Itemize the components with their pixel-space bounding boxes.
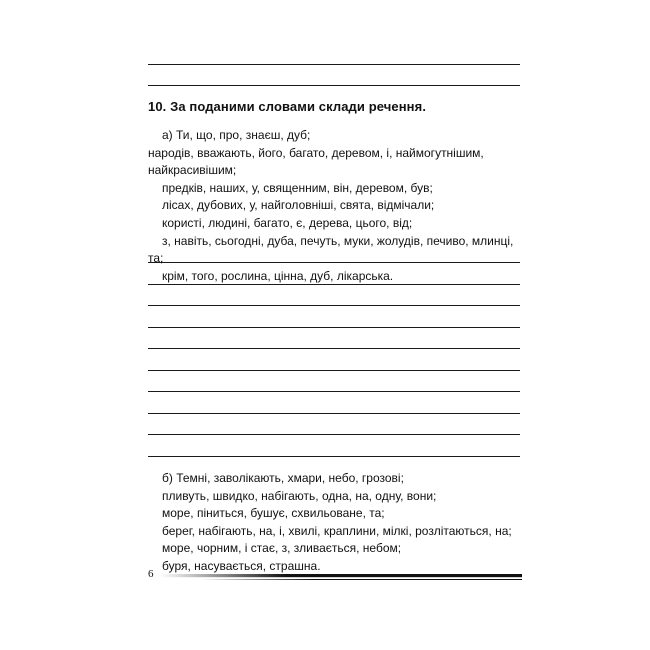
answer-line[interactable] [148,456,520,457]
answer-line[interactable] [148,434,520,435]
word-line: та; [148,251,164,266]
word-line: предків, наших, у, священним, він, деревом, був; [162,180,433,195]
answer-line[interactable] [148,262,520,263]
answer-line[interactable] [148,413,520,414]
answer-line[interactable] [148,85,520,86]
word-line: буря, насувається, страшна. [162,558,321,573]
word-line: пливуть, швидко, набігають, одна, на, одну, вони; [162,488,437,503]
word-line: народів, вважають, його, багато, деревом, і, наймогутнішим, [148,145,484,160]
answer-line[interactable] [148,305,520,306]
answer-line[interactable] [148,370,520,371]
word-line: лісах, дубових, у, найголовніші, свята, відмічали; [162,198,435,213]
answer-line[interactable] [148,391,520,392]
word-list-b [148,470,528,576]
word-line: користі, людині, багато, є, дерева, цього, від; [162,215,413,230]
page-number: 6 [148,568,154,580]
answer-line[interactable] [148,64,520,65]
word-line: крім, того, рослина, цінна, дуб, лікарська. [162,268,394,283]
answer-line[interactable] [148,284,520,285]
word-line: берег, набігають, на, і, хвилі, краплини, мілкі, розлітаються, на; [162,523,512,538]
word-line: б) Темні, заволікають, хмари, небо, грозові; [162,471,404,485]
word-line: з, навіть, сьогодні, дуба, печуть, муки, жолудів, печиво, млинці, [162,233,514,248]
task-title: 10. За поданими словами склади речення. [148,99,427,114]
word-line: море, чорним, і стає, з, зливається, небом; [162,541,402,556]
footer-decorative-bar [160,571,522,585]
word-line: море, пiниться, бушує, схвильоване, та; [162,506,385,521]
word-line: найкрасивішим; [148,163,237,178]
answer-line[interactable] [148,327,520,328]
answer-line[interactable] [148,348,520,349]
word-line: а) Ти, що, про, знаєш, дуб; [162,128,311,142]
